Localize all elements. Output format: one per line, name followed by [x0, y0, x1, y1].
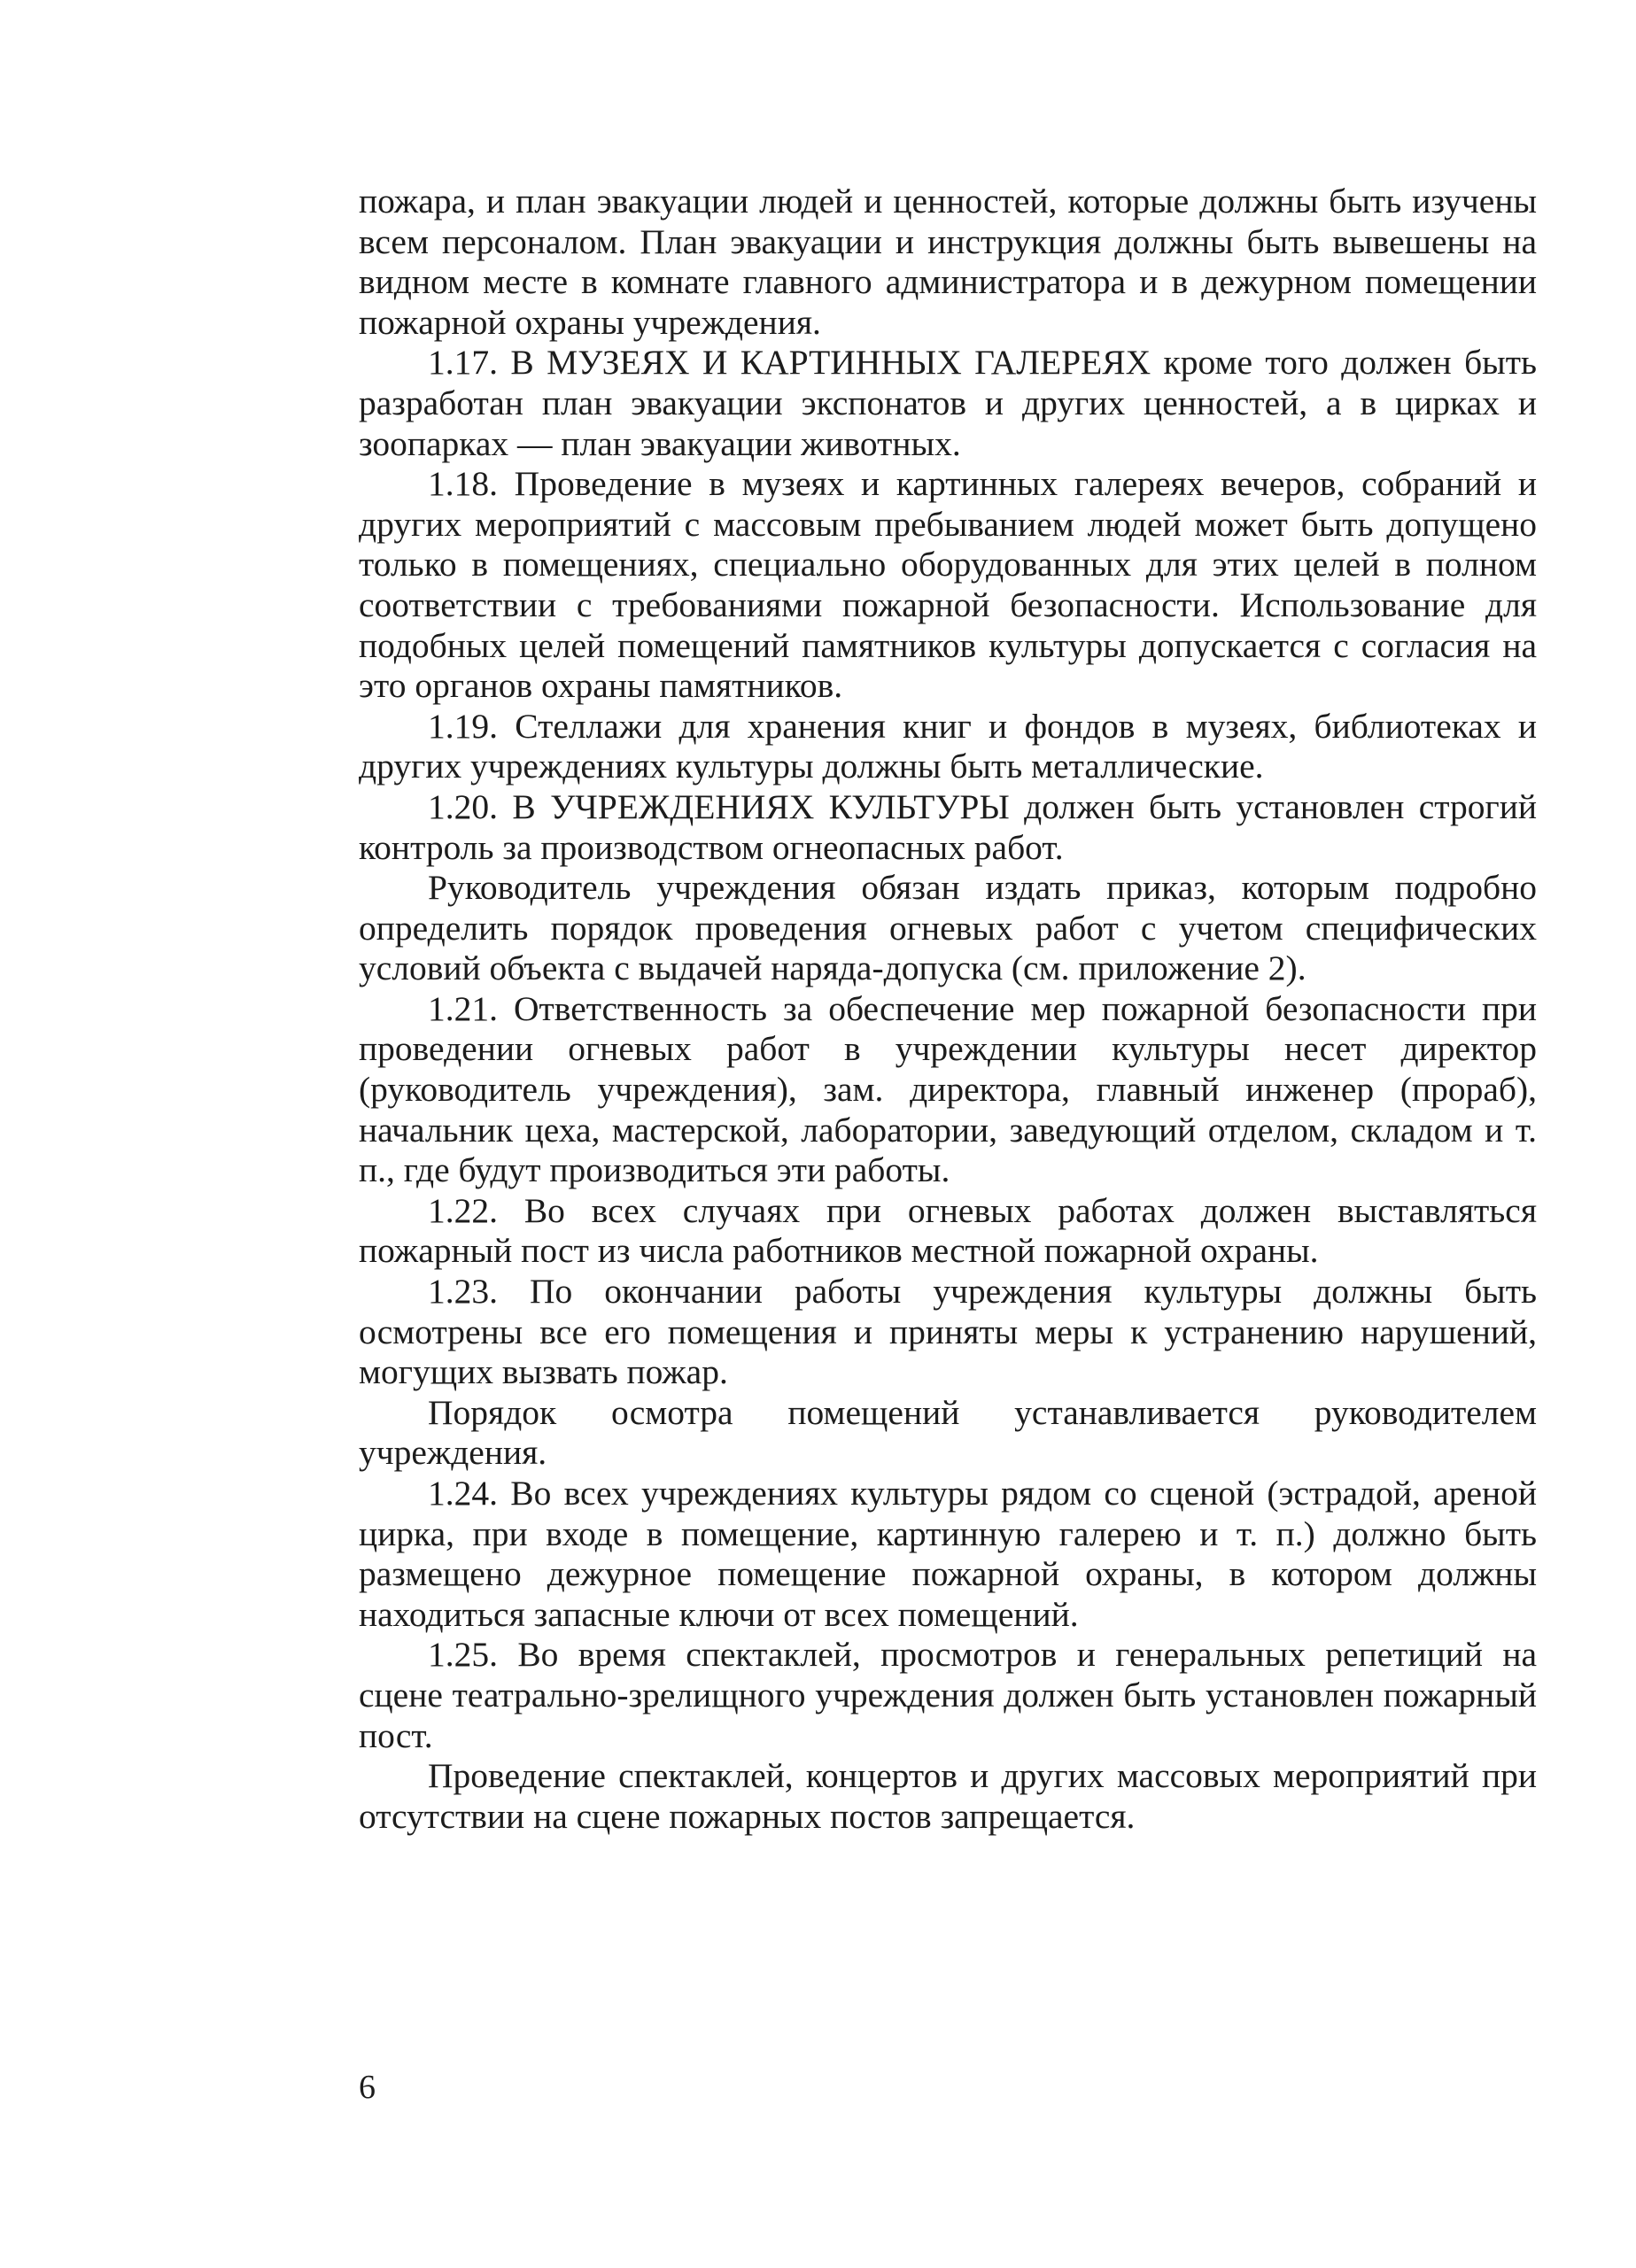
paragraph-1-20: 1.20. В УЧРЕЖДЕНИЯХ КУЛЬТУРЫ должен быть установлен строгий контроль за производством огнеопасных работ. — [359, 786, 1537, 867]
paragraph-1-22: 1.22. Во всех случаях при огневых работах должен выставляться пожарный пост из числа работников местной пожарной охраны. — [359, 1190, 1537, 1271]
paragraph-1-25-prohibition: Проведение спектаклей, концертов и других массовых мероприятий при отсутствии на сцене пожарных постов запрещается. — [359, 1756, 1537, 1836]
paragraph-1-21: 1.21. Ответственность за обеспечение мер пожарной безопасности при проведении огневых работ в учреждении культуры несет директор (руководитель учреждения), зам. директора, главный инженер (прораб), начальник цеха, мастерской, лаборатории, заведующий отделом, складом и т. п., где будут производиться эти работы. — [359, 988, 1537, 1190]
document-body — [359, 182, 1537, 1837]
paragraph-1-20-order: Руководитель учреждения обязан издать приказ, которым подробно определить порядок проведения огневых работ с учетом специфических условий объекта с выдачей наряда-допуска (см. приложение 2). — [359, 868, 1537, 988]
paragraph-1-17: 1.17. В МУЗЕЯХ И КАРТИННЫХ ГАЛЕРЕЯХ кроме того должен быть разработан план эвакуации экспонатов и других ценностей, а в цирках и зоопарках — план эвакуации животных. — [359, 343, 1537, 463]
paragraph-1-18: 1.18. Проведение в музеях и картинных галереях вечеров, собраний и других мероприятий с массовым пребыванием людей может быть допущено только в помещениях, специально оборудованных для этих целей в полном соответствии с требованиями пожарной безопасности. Использование для подобных целей помещений памятников культуры допускается с согласия на это органов охраны памятников. — [359, 464, 1537, 706]
paragraph-1-25: 1.25. Во время спектаклей, просмотров и генеральных репетиций на сцене театрально-зрелищного учреждения должен быть установлен пожарный пост. — [359, 1635, 1537, 1755]
paragraph-1-23-inspection: Порядок осмотра помещений устанавливается руководителем учреждения. — [359, 1392, 1537, 1473]
paragraph-1-24: 1.24. Во всех учреждениях культуры рядом со сценой (эстрадой, ареной цирка, при входе в помещение, картинную галерею и т. п.) должно быть размещено дежурное помещение пожарной охраны, в котором должны находиться запасные ключи от всех помещений. — [359, 1474, 1537, 1634]
paragraph-1-23: 1.23. По окончании работы учреждения культуры должны быть осмотрены все его помещения и приняты меры к устранению нарушений, могущих вызвать пожар. — [359, 1272, 1537, 1392]
paragraph-1-19: 1.19. Стеллажи для хранения книг и фондов в музеях, библиотеках и других учреждениях культуры должны быть металлические. — [359, 706, 1537, 786]
paragraph-continuation: пожара, и план эвакуации людей и ценностей, которые должны быть изучены всем персоналом. План эвакуации и инструкция должны быть вывешены на видном месте в комнате главного администратора и в дежурном помещении пожарной охраны учреждения. — [359, 182, 1537, 342]
page-number: 6 — [359, 2069, 376, 2106]
